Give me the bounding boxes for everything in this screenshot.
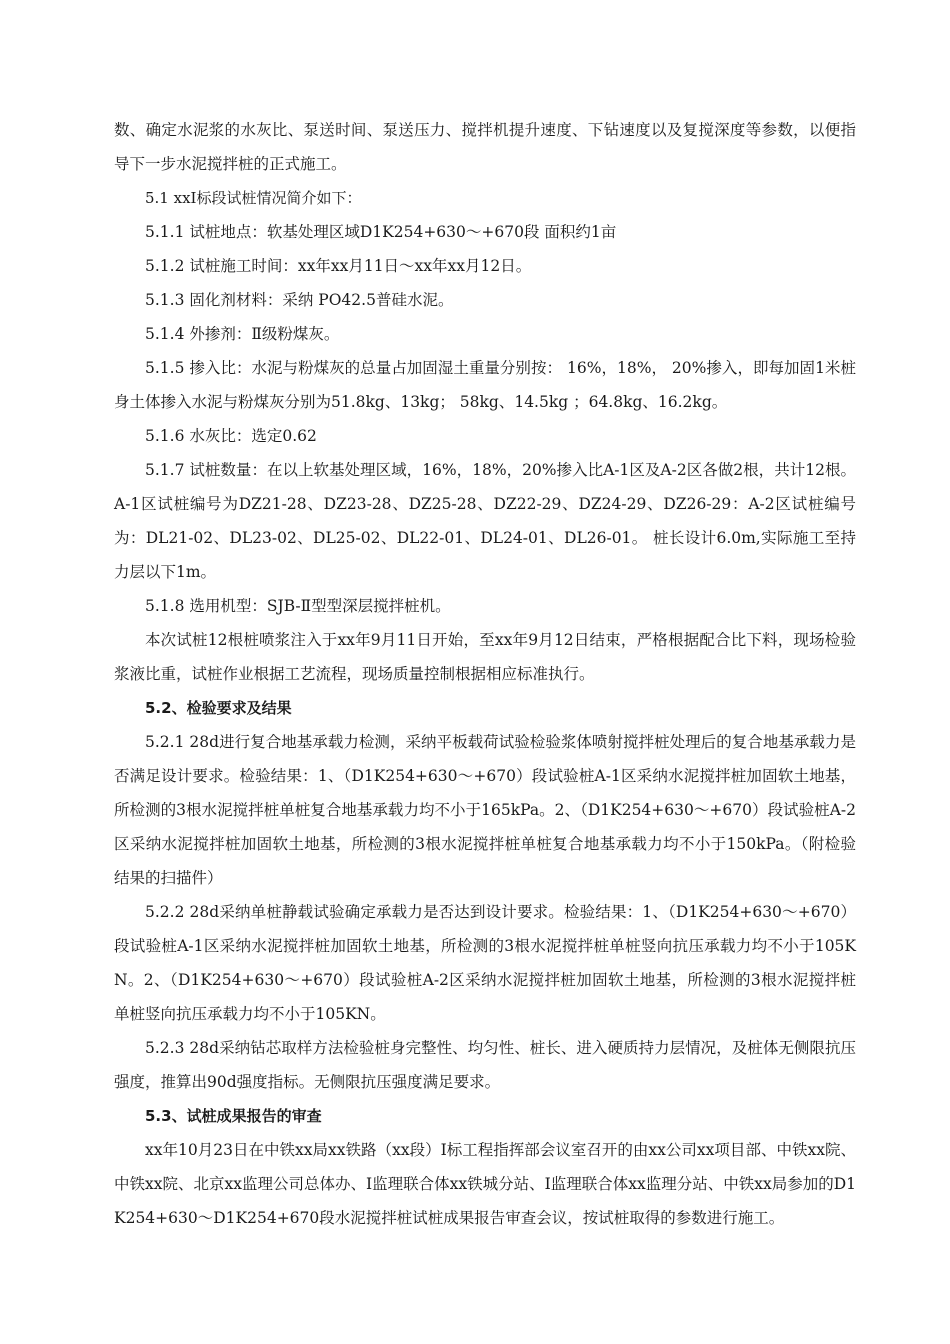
item-5-1-6: 5.1.6 水灰比：选定0.62 (145, 427, 317, 445)
item-5-1-1: 5.1.1 试桩地点：软基处理区域D1K254+630～+670段 面积约1亩 (145, 223, 617, 241)
document-body (114, 113, 856, 1235)
item-5-1-5: 5.1.5 掺入比：水泥与粉煤灰的总量占加固湿土重量分别按： 16%，18%， 20%掺入，即每加固1米桩身土体掺入水泥与粉煤灰分别为51.8kg、13kg； 58kg、14.5kg ；64.8kg、16.2kg。 (114, 359, 856, 411)
item-5-1-4: 5.1.4 外掺剂：Ⅱ级粉煤灰。 (145, 325, 340, 343)
item-5-2-2: 5.2.2 28d采纳单桩静载试验确定承载力是否达到设计要求。检验结果：1、（D1K254+630～+670）段试验桩A-1区采纳水泥搅拌桩加固软土地基，所检测的3根水泥搅拌桩单桩竖向抗压承载力均不小于105KN。2、（D1K254+630～+670）段试验桩A-2区采纳水泥搅拌桩加固软土地基，所检测的3根水泥搅拌桩单桩竖向抗压承载力均不小于105KN。 (114, 903, 856, 1023)
paragraph-review-meeting: xx年10月23日在中铁xx局xx铁路（xx段）Ⅰ标工程指挥部会议室召开的由xx公司xx项目部、中铁xx院、中铁xx院、北京xx监理公司总体办、Ⅰ监理联合体xx铁城分站、Ⅰ监理联合体xx监理分站、中铁xx局参加的D1K254+630～D1K254+670段水泥搅拌桩试桩成果报告审查会议，按试桩取得的参数进行施工。 (114, 1141, 856, 1227)
item-5-2-1: 5.2.1 28d进行复合地基承载力检测，采纳平板载荷试验检验浆体喷射搅拌桩处理后的复合地基承载力是否满足设计要求。检验结果：1、（D1K254+630～+670）段试验桩A-1区采纳水泥搅拌桩加固软土地基，所检测的3根水泥搅拌桩单桩复合地基承载力均不小于165kPa。2、（D1K254+630～+670）段试验桩A-2区采纳水泥搅拌桩加固软土地基，所检测的3根水泥搅拌桩单桩复合地基承载力均不小于150kPa。（附检验结果的扫描件） (114, 733, 856, 887)
item-5-2-3: 5.2.3 28d采纳钻芯取样方法检验桩身完整性、均匀性、桩长、进入硬质持力层情况，及桩体无侧限抗压强度，推算出90d强度指标。无侧限抗压强度满足要求。 (114, 1039, 856, 1091)
item-5-1-7: 5.1.7 试桩数量：在以上软基处理区域，16%，18%，20%掺入比A-1区及A-2区各做2根，共计12根。A-1区试桩编号为DZ21-28、DZ23-28、DZ25-28、DZ22-29、DZ24-29、DZ26-29：A-2区试桩编号为：DL21-02、DL23-02、DL25-02、DL22-01、DL24-01、DL26-01。 桩长设计6.0m,实际施工至持力层以下1m。 (114, 461, 856, 581)
section-heading-5-3: 5.3、试桩成果报告的审查 (145, 1107, 322, 1125)
item-5-1-2: 5.1.2 试桩施工时间：xx年xx月11日～xx年xx月12日。 (145, 257, 532, 275)
paragraph-trial-summary: 本次试桩12根桩喷浆注入于xx年9月11日开始，至xx年9月12日结束，严格根据配合比下料，现场检验浆液比重，试桩作业根据工艺流程，现场质量控制根据相应标准执行。 (114, 631, 856, 683)
section-heading-5-1: 5.1 xxⅠ标段试桩情况简介如下： (145, 189, 362, 207)
item-5-1-8: 5.1.8 选用机型：SJB-Ⅱ型型深层搅拌桩机。 (145, 597, 451, 615)
paragraph-continued: 数、确定水泥浆的水灰比、泵送时间、泵送压力、搅拌机提升速度、下钻速度以及复搅深度等参数，以便指导下一步水泥搅拌桩的正式施工。 (114, 121, 856, 173)
section-heading-5-2: 5.2、检验要求及结果 (145, 699, 292, 717)
item-5-1-3: 5.1.3 固化剂材料：采纳 PO42.5普硅水泥。 (145, 291, 454, 309)
